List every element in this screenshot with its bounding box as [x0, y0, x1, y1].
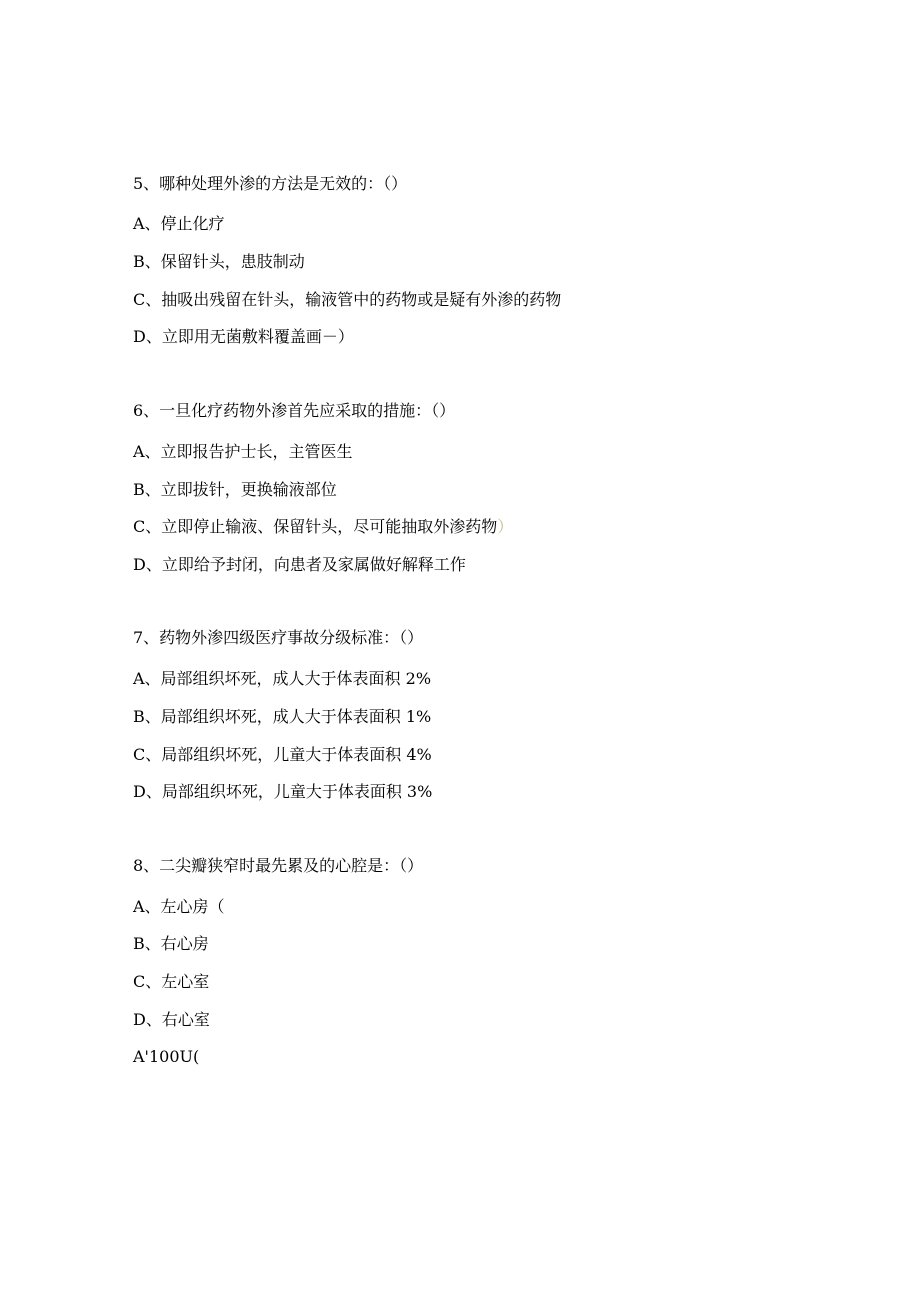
question-6-option-c [133, 517, 513, 537]
question-6-option-c-trailing-mark: ） [497, 517, 514, 536]
question-6-option-b: B、立即拔针，更换输液部位 [133, 480, 337, 499]
question-5-option-d: D、立即用无菌敷料覆盖画－） [133, 327, 354, 346]
question-5-option-c: C、抽吸出残留在针头，输液管中的药物或是疑有外渗的药物 [133, 290, 562, 309]
question-7-option-d: D、局部组织坏死，儿童大于体表面积 3% [133, 782, 433, 801]
question-8-option-b: B、右心房 [133, 934, 209, 953]
question-7-option-c: C、局部组织坏死，儿童大于体表面积 4% [133, 745, 432, 764]
question-6-stem: 6、一旦化疗药物外渗首先应采取的措施：（） [133, 401, 456, 420]
question-7-stem: 7、药物外渗四级医疗事故分级标准：（） [133, 628, 424, 647]
question-7-option-b: B、局部组织坏死，成人大于体表面积 1% [133, 707, 432, 726]
question-6-option-c-text: C、立即停止输液、保留针头，尽可能抽取外渗药物 [133, 517, 498, 536]
question-7-option-a: A、局部组织坏死，成人大于体表面积 2% [133, 669, 432, 688]
question-5-stem: 5、哪种处理外渗的方法是无效的：（） [133, 174, 408, 193]
question-8-stem: 8、二尖瓣狭窄时最先累及的心腔是：（） [133, 856, 424, 875]
question-6-option-d: D、立即给予封闭，向患者及家属做好解释工作 [133, 555, 466, 574]
question-5-option-a: A、停止化疗 [133, 214, 225, 233]
question-8-option-a: A、左心房（ [133, 897, 225, 916]
question-8-option-d: D、右心室 [133, 1010, 210, 1029]
question-8-option-c: C、左心室 [133, 972, 210, 991]
question-5-option-b: B、保留针头，患肢制动 [133, 252, 305, 271]
question-6-option-a: A、立即报告护士长，主管医生 [133, 442, 353, 461]
trailing-text: A'100U( [133, 1047, 200, 1066]
